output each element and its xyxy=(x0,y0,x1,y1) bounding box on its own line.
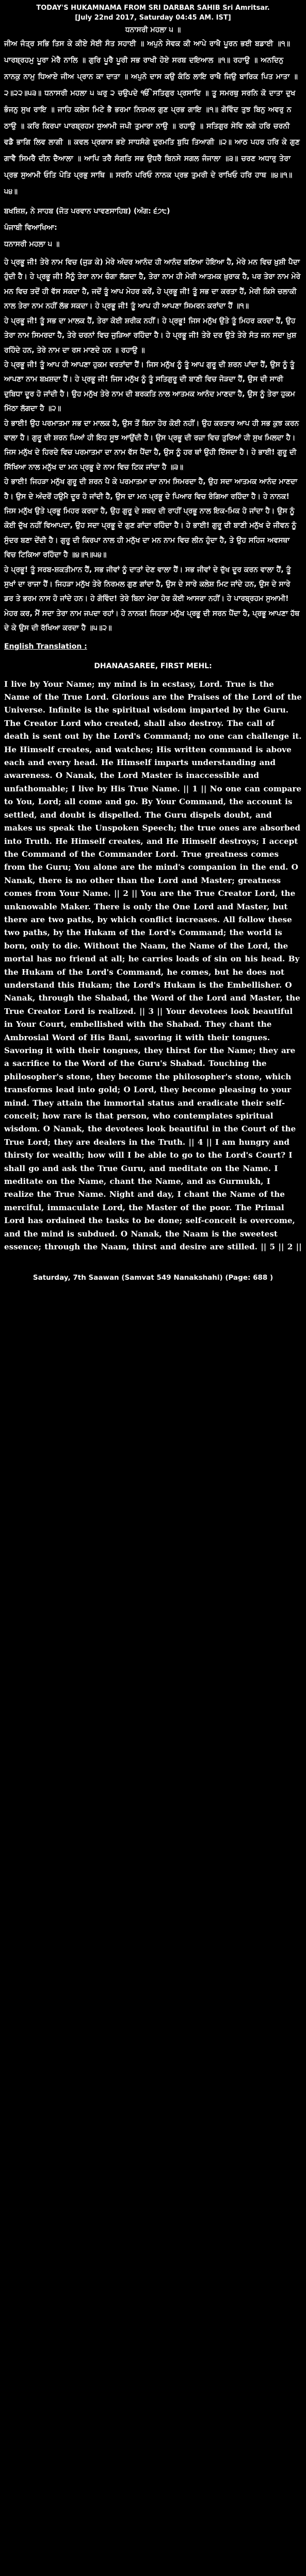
punjabi-paragraph: ਹੇ ਪ੍ਰਭੂ ਜੀ! ਤੂੰ ਆਪ ਹੀ ਆਪਣਾ ਹੁਕਮ ਵਰਤਾਂਦਾ ਹੈਂ। ਜਿਸ ਮਨੁੱਖ ਨੂੰ ਤੂੰ ਆਪ ਗੁਰੂ ਦੀ ਸ਼ਰਨ ਪਾਂਦਾ ਹੈਂ, ਉਸ ਨੂੰ ਤੂੰ ਆਪਣਾ ਨਾਮ ਬਖ਼ਸ਼ਦਾ ਹੈਂ। ਹੇ ਪ੍ਰਭੂ ਜੀ! ਜਿਸ ਮਨੁੱਖ ਨੂੰ ਤੂੰ ਸਤਿਗੁਰੂ ਦੀ ਬਾਣੀ ਵਿਚ ਜੋੜਦਾ ਹੈਂ, ਉਸ ਦੀ ਸਾਰੀ ਦੁਬਿਧਾ ਦੂਰ ਹੋ ਜਾਂਦੀ ਹੈ। ਉਹ ਮਨੁੱਖ ਤੇਰੇ ਨਾਮ ਦੀ ਬਰਕਤਿ ਨਾਲ ਆਤਮਕ ਆਨੰਦ ਮਾਣਦਾ ਹੈ, ਉਸ ਨੂੰ ਤੇਰਾ ਹੁਕਮ ਮਿੱਠਾ ਲੱਗਦਾ ਹੈ ॥੨॥ xyxy=(4,360,295,413)
english-paragraph: I live by Your Name; my mind is in ecstasy, Lord. True is the Name of the True Lord. Glorious are the Praises of the Lord of the Universe. Infinite is the spiritual wisdom imparted by the Guru. The Creator Lord who created, shall also destroy. The call of death is sent out by the Lord's Command; no one can challenge it. He Himself creates, and watches; His written command is above each and every head. He Himself imparts understanding and awareness. O Nanak, the Lord Master is inaccessible and unfathomable; I live by His True Name. || 1 || No one can compare to You, Lord; all come and go. By Your Command, the account is settled, and doubt is dispelled. The Guru dispels doubt, and makes us speak the Unspoken Speech; the true ones are absorbed into Truth. He Himself creates, and He Himself destroys; I accept the Command of the Commander Lord. True greatness comes from the Guru; You alone are the mind's companion in the end. O Nanak, there is no other than the Lord and Master; greatness comes from Your Name. || 2 || You are the True Creator Lord, the unknowable Maker. There is only the One Lord and Master, but there are two paths, by which conflict increases. All follow these two paths, by the Hukam of the Lord's Command; the world is born, only to die. Without the Naam, the Name of the Lord, the mortal has no friend at all; he carries loads of sin on his head. By the Hukam of the Lord's Command, he comes, but he does not understand this Hukam; the Lord's Hukam is the Embellisher. O Nanak, through the Shabad, the Word of the Lord and Master, the True Creator Lord is realized. || 3 || Your devotees look beautiful in Your Court, embellished with the Shabad. They chant the Ambrosial Word of His Bani, savoring it with their tongues. Savoring it with their tongues, they thirst for the Name; they are a sacrifice to the Word of the Guru's Shabad. Touching the philosopher's stone, they become the philosopher's stone, which transforms lead into gold; O Lord, they become pleasing to your mind. They attain the immortal status and eradicate their self-conceit; how rare is that person, who contemplates spiritual wisdom. O Nanak, the devotees look beautiful in the Court of the True Lord; they are dealers in the Truth. || 4 || I am hungry and thirsty for wealth; how will I be able to go to the Lord's Court? I shall go and ask the True Guru, and meditate on the Name. I meditate on the Name, chant the Name, and as Gurmukh, I realize the True Name. Night and day, I chant the Name of the merciful, immaculate Lord, the Master of the poor. The Primal Lord has ordained the tasks to be done; self-conceit is overcome, and the mind is subdued. O Nanak, the Naam is the sweetest essence; through the Naam, thirst and desire are stilled. || 5 || 2 || xyxy=(4,679,302,1252)
punjabi-paragraph: ਹੇ ਪ੍ਰਭੂ! ਤੂੰ ਸਰਬ-ਸ਼ਕਤੀਮਾਨ ਹੈਂ, ਸਭ ਜੀਵਾਂ ਨੂੰ ਦਾਤਾਂ ਦੇਣ ਵਾਲਾ ਹੈਂ। ਸਭ ਜੀਵਾਂ ਦੇ ਦੁੱਖ ਦੂਰ ਕਰਨ ਵਾਲਾ ਹੈਂ, ਤੂੰ ਸੁਖਾਂ ਦਾ ਰਾਜਾ ਹੈਂ। ਜਿਹੜਾ ਮਨੁੱਖ ਤੇਰੇ ਨਿਰਮਲ ਗੁਣ ਗਾਂਦਾ ਹੈ, ਉਸ ਦੇ ਸਾਰੇ ਕਲੇਸ਼ ਮਿਟ ਜਾਂਦੇ ਹਨ, ਉਸ ਦੇ ਸਾਰੇ ਡਰ ਤੇ ਭਰਮ ਨਾਸ ਹੋ ਜਾਂਦੇ ਹਨ। ਹੇ ਗੋਵਿੰਦ! ਤੇਰੇ ਬਿਨਾ ਮੇਰਾ ਹੋਰ ਕੋਈ ਆਸਰਾ ਨਹੀਂ। ਹੇ ਪਾਰਬ੍ਰਹਮ ਸੁਆਮੀ! ਮੇਹਰ ਕਰ, ਮੈਂ ਸਦਾ ਤੇਰਾ ਨਾਮ ਜਪਦਾ ਰਹਾਂ। ਹੇ ਨਾਨਕ! ਜਿਹੜਾ ਮਨੁੱਖ ਪ੍ਰਭੂ ਦੀ ਸਰਨ ਪੈਂਦਾ ਹੈ, ਪ੍ਰਭੂ ਆਪਣਾ ਹੱਥ ਦੇ ਕੇ ਉਸ ਦੀ ਰੱਖਿਆ ਕਰਦਾ ਹੈ ॥੫॥੨॥ xyxy=(4,565,300,633)
punjabi-explanation xyxy=(4,255,302,636)
punjabi-paragraph: ਹੇ ਪ੍ਰਭੂ ਜੀ! ਤੇਰੇ ਨਾਮ ਵਿਚ (ਜੁੜ ਕੇ) ਮੇਰੇ ਅੰਦਰ ਆਨੰਦ ਹੀ ਆਨੰਦ ਬਣਿਆ ਹੋਇਆ ਹੈ, ਮੇਰੇ ਮਨ ਵਿਚ ਖ਼ੁਸ਼ੀ ਪੈਦਾ ਹੁੰਦੀ ਹੈ। ਹੇ ਪ੍ਰਭੂ ਜੀ! ਮੈਨੂੰ ਤੇਰਾ ਨਾਮ ਚੰਗਾ ਲੱਗਦਾ ਹੈ, ਤੇਰਾ ਨਾਮ ਹੀ ਮੇਰੀ ਆਤਮਕ ਖ਼ੁਰਾਕ ਹੈ, ਪਰ ਤੇਰਾ ਨਾਮ ਮੇਰੇ ਮਨ ਵਿਚ ਤਦੋਂ ਹੀ ਵੱਸ ਸਕਦਾ ਹੈ, ਜਦੋਂ ਤੂੰ ਆਪ ਮੇਹਰ ਕਰੇਂ, ਹੇ ਪ੍ਰਭੂ ਜੀ! ਤੂੰ ਸਭ ਦਾ ਕਰਤਾ ਹੈਂ, ਮੇਰੀ ਕਿਸੇ ਚਲਾਕੀ ਨਾਲ ਤੇਰਾ ਨਾਮ ਨਹੀਂ ਲੱਭ ਸਕਦਾ। ਹੇ ਪ੍ਰਭੂ ਜੀ! ਤੂੰ ਆਪ ਹੀ ਆਪਣਾ ਸਿਮਰਨ ਕਰਾਂਦਾ ਹੈਂ ॥੧॥ xyxy=(4,258,301,311)
english-subheading: DHANAASAREE, FIRST MEHL: xyxy=(94,662,212,670)
punjabi-section-heading: ਪੰਜਾਬੀ ਵਿਆਖਿਆ: xyxy=(4,224,57,232)
gurmukhi-heading: ਧਨਾਸਰੀ ਮਹਲਾ ੫ ॥ xyxy=(125,26,181,34)
punjabi-paragraph: ਹੇ ਭਾਈ! ਉਹ ਪਰਮਾਤਮਾ ਸਭ ਦਾ ਮਾਲਕ ਹੈ, ਉਸ ਤੋਂ ਬਿਨਾ ਹੋਰ ਕੋਈ ਨਹੀਂ। ਉਹ ਕਰਤਾਰ ਆਪ ਹੀ ਸਭ ਕੁਝ ਕਰਨ ਵਾਲਾ ਹੈ। ਗੁਰੂ ਦੀ ਸ਼ਰਨ ਪਿਆਂ ਹੀ ਇਹ ਸੂਝ ਆਉਂਦੀ ਹੈ। ਉਸ ਪ੍ਰਭੂ ਦੀ ਰਜ਼ਾ ਵਿਚ ਤੁਰਿਆਂ ਹੀ ਸੁਖ ਮਿਲਦਾ ਹੈ। ਜਿਸ ਮਨੁੱਖ ਦੇ ਹਿਰਦੇ ਵਿਚ ਪਰਮਾਤਮਾ ਦਾ ਨਾਮ ਵੱਸ ਪੈਂਦਾ ਹੈ, ਉਸ ਨੂੰ ਹਰ ਥਾਂ ਉਹੀ ਦਿੱਸਦਾ ਹੈ। ਹੇ ਭਾਈ! ਗੁਰੂ ਦੀ ਸਿੱਖਿਆ ਨਾਲ ਮਨੁੱਖ ਦਾ ਮਨ ਪ੍ਰਭੂ ਦੇ ਨਾਮ ਵਿਚ ਟਿਕ ਜਾਂਦਾ ਹੈ ॥੩॥ xyxy=(4,419,299,471)
punjabi-paragraph: ਹੇ ਭਾਈ! ਜਿਹੜਾ ਮਨੁੱਖ ਗੁਰੂ ਦੀ ਸ਼ਰਨ ਪੈ ਕੇ ਪਰਮਾਤਮਾ ਦਾ ਨਾਮ ਸਿਮਰਦਾ ਹੈ, ਉਹ ਸਦਾ ਆਤਮਕ ਆਨੰਦ ਮਾਣਦਾ ਹੈ। ਉਸ ਦੇ ਅੰਦਰੋਂ ਹਉਮੈ ਦੂਰ ਹੋ ਜਾਂਦੀ ਹੈ, ਉਸ ਦਾ ਮਨ ਪ੍ਰਭੂ ਦੇ ਪਿਆਰ ਵਿਚ ਰੰਗਿਆ ਰਹਿੰਦਾ ਹੈ। ਹੇ ਨਾਨਕ! ਜਿਸ ਮਨੁੱਖ ਉਤੇ ਪ੍ਰਭੂ ਮਿਹਰ ਕਰਦਾ ਹੈ, ਉਹ ਗੁਰੂ ਦੇ ਸ਼ਬਦ ਦੀ ਰਾਹੀਂ ਪ੍ਰਭੂ ਨਾਲ ਇਕ-ਮਿਕ ਹੋ ਜਾਂਦਾ ਹੈ। ਉਸ ਨੂੰ ਕੋਈ ਦੁੱਖ ਨਹੀਂ ਵਿਆਪਦਾ, ਉਹ ਸਦਾ ਪ੍ਰਭੂ ਦੇ ਗੁਣ ਗਾਂਦਾ ਰਹਿੰਦਾ ਹੈ। ਹੇ ਭਾਈ! ਗੁਰੂ ਦੀ ਬਾਣੀ ਮਨੁੱਖ ਦੇ ਜੀਵਨ ਨੂੰ ਸੁੰਦਰ ਬਣਾ ਦੇਂਦੀ ਹੈ। ਗੁਰੂ ਦੀ ਕਿਰਪਾ ਨਾਲ ਹੀ ਮਨੁੱਖ ਦਾ ਮਨ ਨਾਮ ਵਿਚ ਲੀਨ ਹੁੰਦਾ ਹੈ, ਤੇ ਉਹ ਸਹਿਜ ਅਵਸਥਾ ਵਿਚ ਟਿਕਿਆ ਰਹਿੰਦਾ ਹੈ ॥੪॥੧॥੫੪॥ xyxy=(4,478,298,560)
punjabi-label: ਬਖਸ਼ਿਸ਼, ਨੇ ਸਾਹਬ (ਜੋਤ ਪਰਵਾਨ ਪਾਵਣਸਾਹਿਬ) (ਅੰਗ: ੬੭੮) xyxy=(4,207,170,216)
punjabi-subheading: ਧਨਾਸਰੀ ਮਹਲਾ ੫ ॥ xyxy=(4,240,60,249)
footer-date-line: Saturday, 7th Saawan (Samvat 549 Nanakshahi) (Page: 688 ) xyxy=(33,1273,273,1282)
gurbani-text: ਜੀਅ ਜੰਤ੍ਰ ਸਭਿ ਤਿਸ ਕੇ ਕੀਏ ਸੋਈ ਸੰਤ ਸਹਾਈ ॥ ਅਪੁਨੇ ਸੇਵਕ ਕੀ ਆਪੇ ਰਾਖੈ ਪੂਰਨ ਭਈ ਬਡਾਈ ॥੧॥ ਪਾਰਬ੍ਰਹਮੁ ਪੂਰਾ ਮੇਰੈ ਨਾਲਿ ॥ ਗੁਰਿ ਪੂਰੈ ਪੂਰੀ ਸਭ ਰਾਖੀ ਹੋਏ ਸਰਬ ਦਇਆਲ ॥੧॥ ਰਹਾਉ ॥ ਅਨਦਿਨੁ ਨਾਨਕੁ ਨਾਮੁ ਧਿਆਏ ਜੀਅ ਪ੍ਰਾਨ ਕਾ ਦਾਤਾ ॥ ਅਪੁਨੇ ਦਾਸ ਕਉ ਕੰਠਿ ਲਾਇ ਰਾਖੈ ਜਿਉ ਬਾਰਿਕ ਪਿਤ ਮਾਤਾ ॥੨॥੨੨॥੫੩॥ ਧਨਾਸਰੀ ਮਹਲਾ ੫ ਘਰੁ ੨ ਚਉਪਦੇ ੴ ਸਤਿਗੁਰ ਪ੍ਰਸਾਦਿ ॥ ਤੂ ਸਮਰਥੁ ਸਰਨਿ ਕੋ ਦਾਤਾ ਦੁਖ ਭੰਜਨੁ ਸੁਖ ਰਾਇ ॥ ਜਾਹਿ ਕਲੇਸ ਮਿਟੇ ਭੈ ਭਰਮਾ ਨਿਰਮਲ ਗੁਣ ਪ੍ਰਭ ਗਾਇ ॥੧॥ ਗੋਵਿੰਦ ਤੁਝ ਬਿਨੁ ਅਵਰੁ ਨ ਠਾਉ ॥ ਕਰਿ ਕਿਰਪਾ ਪਾਰਬ੍ਰਹਮ ਸੁਆਮੀ ਜਪੀ ਤੁਮਾਰਾ ਨਾਉ ॥ ਰਹਾਉ ॥ ਸਤਿਗੁਰ ਸੇਵਿ ਲਗੇ ਹਰਿ ਚਰਨੀ ਵਡੈ ਭਾਗਿ ਲਿਵ ਲਾਗੀ ॥ ਕਵਲ ਪ੍ਰਗਾਸ ਭਏ ਸਾਧਸੰਗੇ ਦੁਰਮਤਿ ਬੁਧਿ ਤਿਆਗੀ ॥੨॥ ਆਠ ਪਹਰ ਹਰਿ ਕੇ ਗੁਣ ਗਾਵੈ ਸਿਮਰੈ ਦੀਨ ਦੈਆਲਾ ॥ ਆਪਿ ਤਰੈ ਸੰਗਤਿ ਸਭ ਉਧਰੈ ਬਿਨਸੇ ਸਗਲ ਜੰਜਾਲਾ ॥੩॥ ਚਰਣ ਅਧਾਰੁ ਤੇਰਾ ਪ੍ਰਭ ਸੁਆਮੀ ਓਤਿ ਪੋਤਿ ਪ੍ਰਭੁ ਸਾਥਿ ॥ ਸਰਨਿ ਪਰਿਓ ਨਾਨਕ ਪ੍ਰਭ ਤੁਮਰੀ ਦੇ ਰਾਖਿਓ ਹਰਿ ਹਾਥ ॥੪॥੧॥੫੪॥ xyxy=(4,40,300,196)
header-title: TODAY'S HUKAMNAMA FROM SRI DARBAR SAHIB Sri Amritsar. xyxy=(36,4,270,12)
gurbani-verses xyxy=(4,36,302,200)
english-translation-heading: English Translation : xyxy=(4,642,87,651)
english-translation xyxy=(4,678,302,1254)
punjabi-paragraph: ਹੇ ਪ੍ਰਭੂ ਜੀ! ਤੂੰ ਸਭ ਦਾ ਮਾਲਕ ਹੈਂ, ਤੇਰਾ ਕੋਈ ਸ਼ਰੀਕ ਨਹੀਂ। ਹੇ ਪ੍ਰਭੂ! ਜਿਸ ਮਨੁੱਖ ਉਤੇ ਤੂੰ ਮਿਹਰ ਕਰਦਾ ਹੈਂ, ਉਹ ਤੇਰਾ ਨਾਮ ਸਿਮਰਦਾ ਹੈ, ਤੇਰੇ ਚਰਨਾਂ ਵਿਚ ਜੁੜਿਆ ਰਹਿੰਦਾ ਹੈ। ਹੇ ਪ੍ਰਭੂ ਜੀ! ਤੇਰੇ ਦਰ ਉਤੇ ਤੇਰੇ ਸੰਤ ਜਨ ਸਦਾ ਖ਼ੁਸ਼ ਰਹਿੰਦੇ ਹਨ, ਤੇਰੇ ਨਾਮ ਦਾ ਰਸ ਮਾਣਦੇ ਹਨ ॥ ਰਹਾਉ ॥ xyxy=(4,316,297,354)
header-date: [July 22nd 2017, Saturday 04:45 AM. IST] xyxy=(75,14,231,22)
